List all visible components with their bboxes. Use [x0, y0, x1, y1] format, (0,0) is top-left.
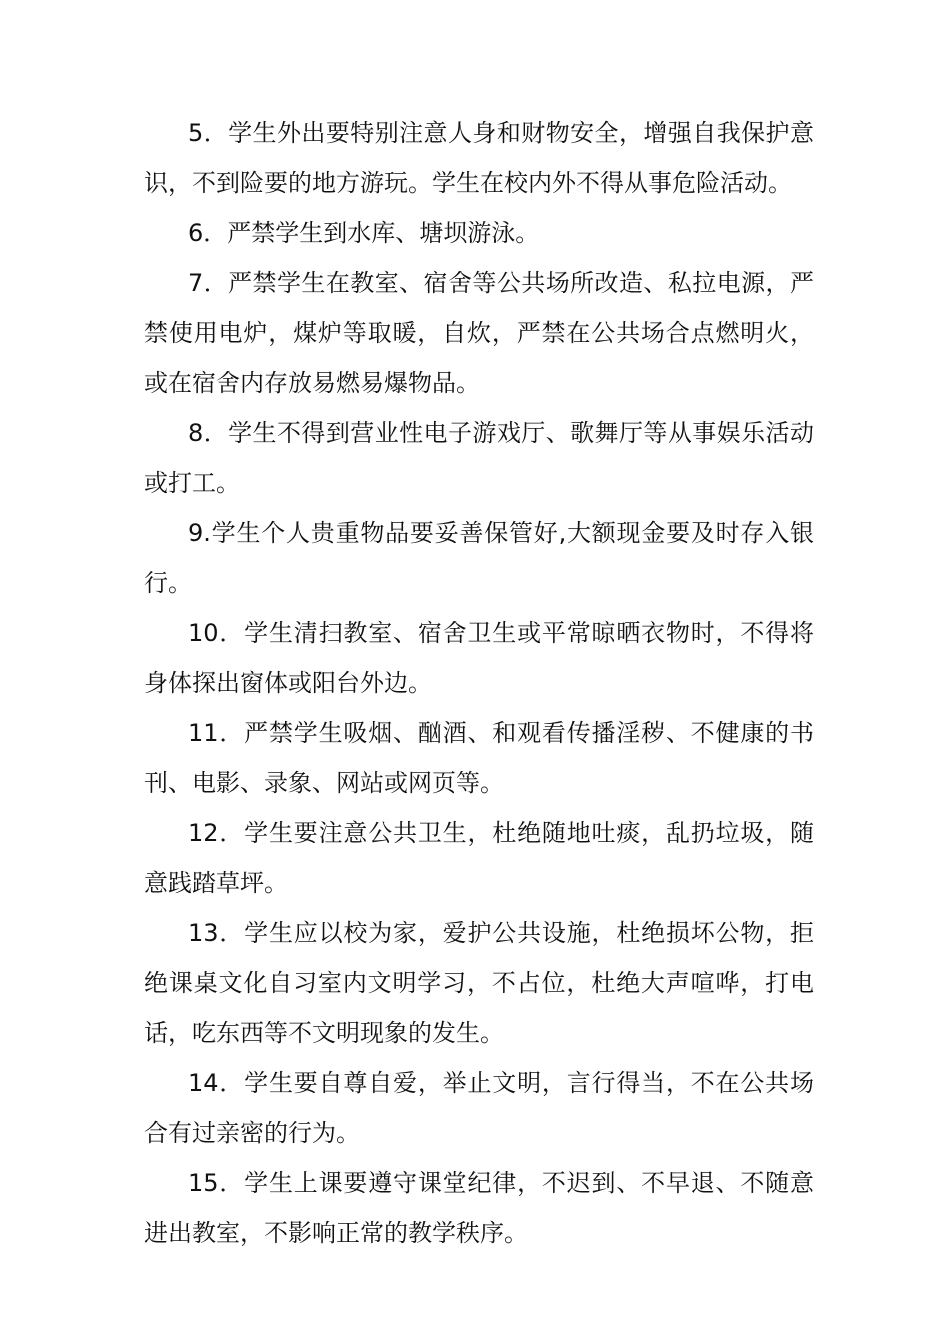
paragraph-rule-15: 15．学生上课要遵守课堂纪律，不迟到、不早退、不随意进出教室，不影响正常的教学秩序。 [144, 1169, 814, 1247]
paragraph-rule-11: 11．严禁学生吸烟、酗酒、和观看传播淫秽、不健康的书刊、电影、录象、网站或网页等。 [144, 719, 814, 797]
paragraph-rule-10: 10．学生清扫教室、宿舍卫生或平常晾晒衣物时，不得将身体探出窗体或阳台外边。 [144, 619, 814, 697]
paragraph-rule-5: 5．学生外出要特别注意人身和财物安全，增强自我保护意识，不到险要的地方游玩。学生在校内外不得从事危险活动。 [144, 119, 814, 197]
paragraph-rule-8: 8．学生不得到营业性电子游戏厅、歌舞厅等从事娱乐活动或打工。 [144, 419, 814, 497]
paragraph-rule-12: 12．学生要注意公共卫生，杜绝随地吐痰，乱扔垃圾，随意践踏草坪。 [144, 819, 814, 897]
paragraph-rule-9: 9.学生个人贵重物品要妥善保管好,大额现金要及时存入银行。 [144, 519, 814, 597]
paragraph-rule-14: 14．学生要自尊自爱，举止文明，言行得当，不在公共场合有过亲密的行为。 [144, 1069, 814, 1147]
paragraph-rule-7: 7．严禁学生在教室、宿舍等公共场所改造、私拉电源，严禁使用电炉，煤炉等取暖，自炊，严禁在公共场合点燃明火，或在宿舍内存放易燃易爆物品。 [144, 269, 814, 397]
document-body [144, 108, 814, 1258]
paragraph-rule-13: 13．学生应以校为家，爱护公共设施，杜绝损坏公物，拒绝课桌文化自习室内文明学习，不占位，杜绝大声喧哗，打电话，吃东西等不文明现象的发生。 [144, 919, 814, 1047]
paragraph-rule-6: 6．严禁学生到水库、塘坝游泳。 [188, 219, 540, 247]
